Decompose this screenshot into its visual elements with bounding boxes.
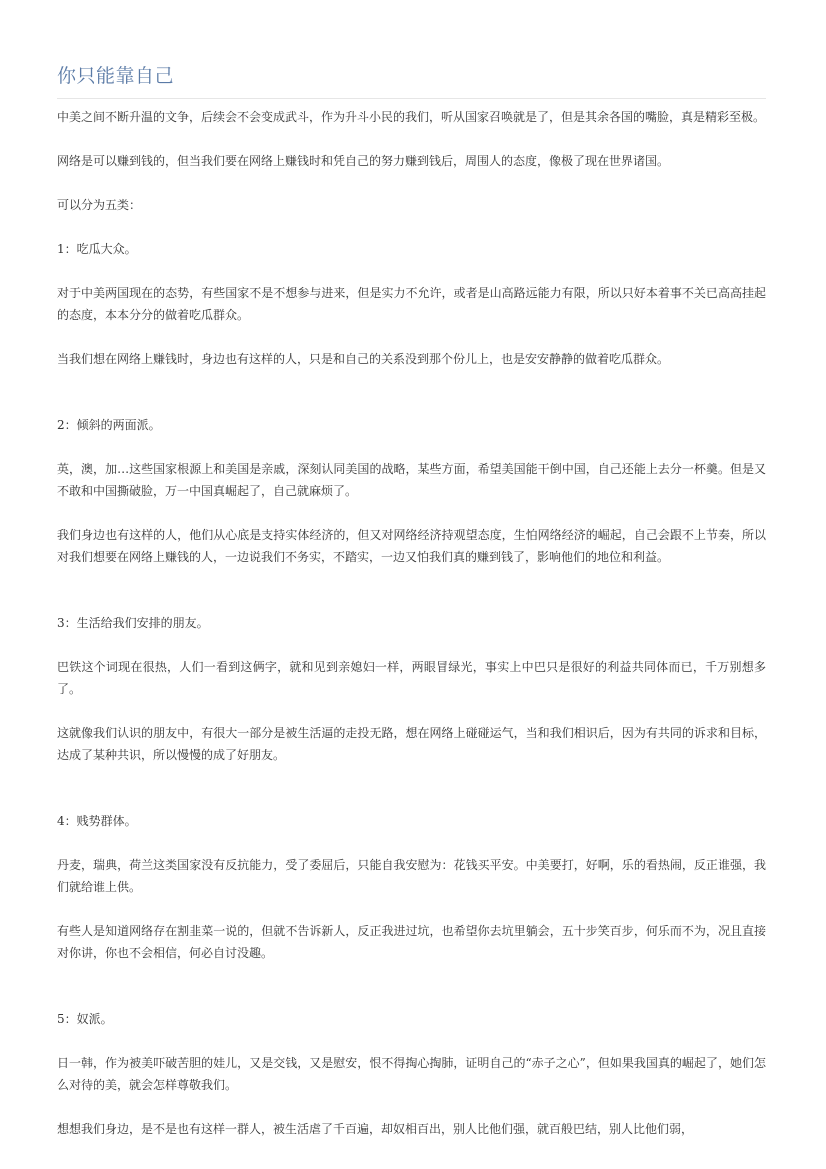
paragraph: 巴铁这个词现在很热，人们一看到这俩字，就和见到亲媳妇一样，两眼冒绿光，事实上中巴只是很好的利益共同体而已，千万别想多了。: [57, 660, 766, 696]
paragraph: 这就像我们认识的朋友中，有很大一部分是被生活逼的走投无路，想在网络上碰碰运气，当和我们相识后，因为有共同的诉求和目标，达成了某种共识，所以慢慢的成了好朋友。: [57, 726, 766, 762]
paragraph: 我们身边也有这样的人，他们从心底是支持实体经济的，但又对网络经济持观望态度，生怕网络经济的崛起，自己会跟不上节奏，所以对我们想要在网络上赚钱的人，一边说我们不务实，不踏实，一边又怕我们真的赚到钱了，影响他们的地位和利益。: [57, 528, 766, 564]
paragraph: 日一韩，作为被美吓破苦胆的娃儿，又是交钱，又是慰安，恨不得掏心掏肺，证明自己的“赤子之心”，但如果我国真的崛起了，她们怎么对待的美，就会怎样尊敬我们。: [57, 1056, 766, 1092]
section-heading-5: 5：奴派。: [57, 1012, 113, 1026]
paragraph: 对于中美两国现在的态势，有些国家不是不想参与进来，但是实力不允许，或者是山高路远能力有限，所以只好本着事不关已高高挂起的态度，本本分分的做着吃瓜群众。: [57, 286, 766, 322]
paragraph: 中美之间不断升温的文争，后续会不会变成武斗，作为升斗小民的我们，听从国家召唤就是了，但是其余各国的嘴脸，真是精彩至极。: [57, 110, 766, 124]
section-heading-1: 1：吃瓜大众。: [57, 242, 137, 256]
paragraph: 当我们想在网络上赚钱时，身边也有这样的人，只是和自己的关系没到那个份儿上，也是安安静静的做着吃瓜群众。: [57, 352, 670, 366]
paragraph: 网络是可以赚到钱的，但当我们要在网络上赚钱时和凭自己的努力赚到钱后，周围人的态度，像极了现在世界诸国。: [57, 154, 670, 168]
paragraph: 有些人是知道网络存在割韭菜一说的，但就不告诉新人，反正我进过坑，也希望你去坑里躺会，五十步笑百步，何乐而不为，况且直接对你讲，你也不会相信，何必自讨没趣。: [57, 924, 766, 960]
section-heading-4: 4：贱势群体。: [57, 814, 137, 828]
section-heading-3: 3：生活给我们安排的朋友。: [57, 616, 209, 630]
article-title: 你只能靠自己: [57, 65, 175, 87]
paragraph: 想想我们身边，是不是也有这样一群人，被生活虐了千百遍，却奴相百出，别人比他们强，就百般巴结，别人比他们弱，: [57, 1122, 694, 1136]
section-heading-2: 2：倾斜的两面派。: [57, 418, 161, 432]
article: [57, 0, 766, 1140]
paragraph: 可以分为五类：: [57, 198, 142, 212]
paragraph: 英，澳，加…这些国家根源上和美国是亲戚，深刻认同美国的战略，某些方面，希望美国能干倒中国，自己还能上去分一杯羹。但是又不敢和中国撕破脸，万一中国真崛起了，自己就麻烦了。: [57, 462, 766, 498]
paragraph: 丹麦，瑞典，荷兰这类国家没有反抗能力，受了委屈后，只能自我安慰为：花钱买平安。中美要打，好啊，乐的看热闹，反正谁强，我们就给谁上供。: [57, 858, 766, 894]
article-body: [57, 106, 766, 1140]
title-divider: [57, 98, 766, 99]
